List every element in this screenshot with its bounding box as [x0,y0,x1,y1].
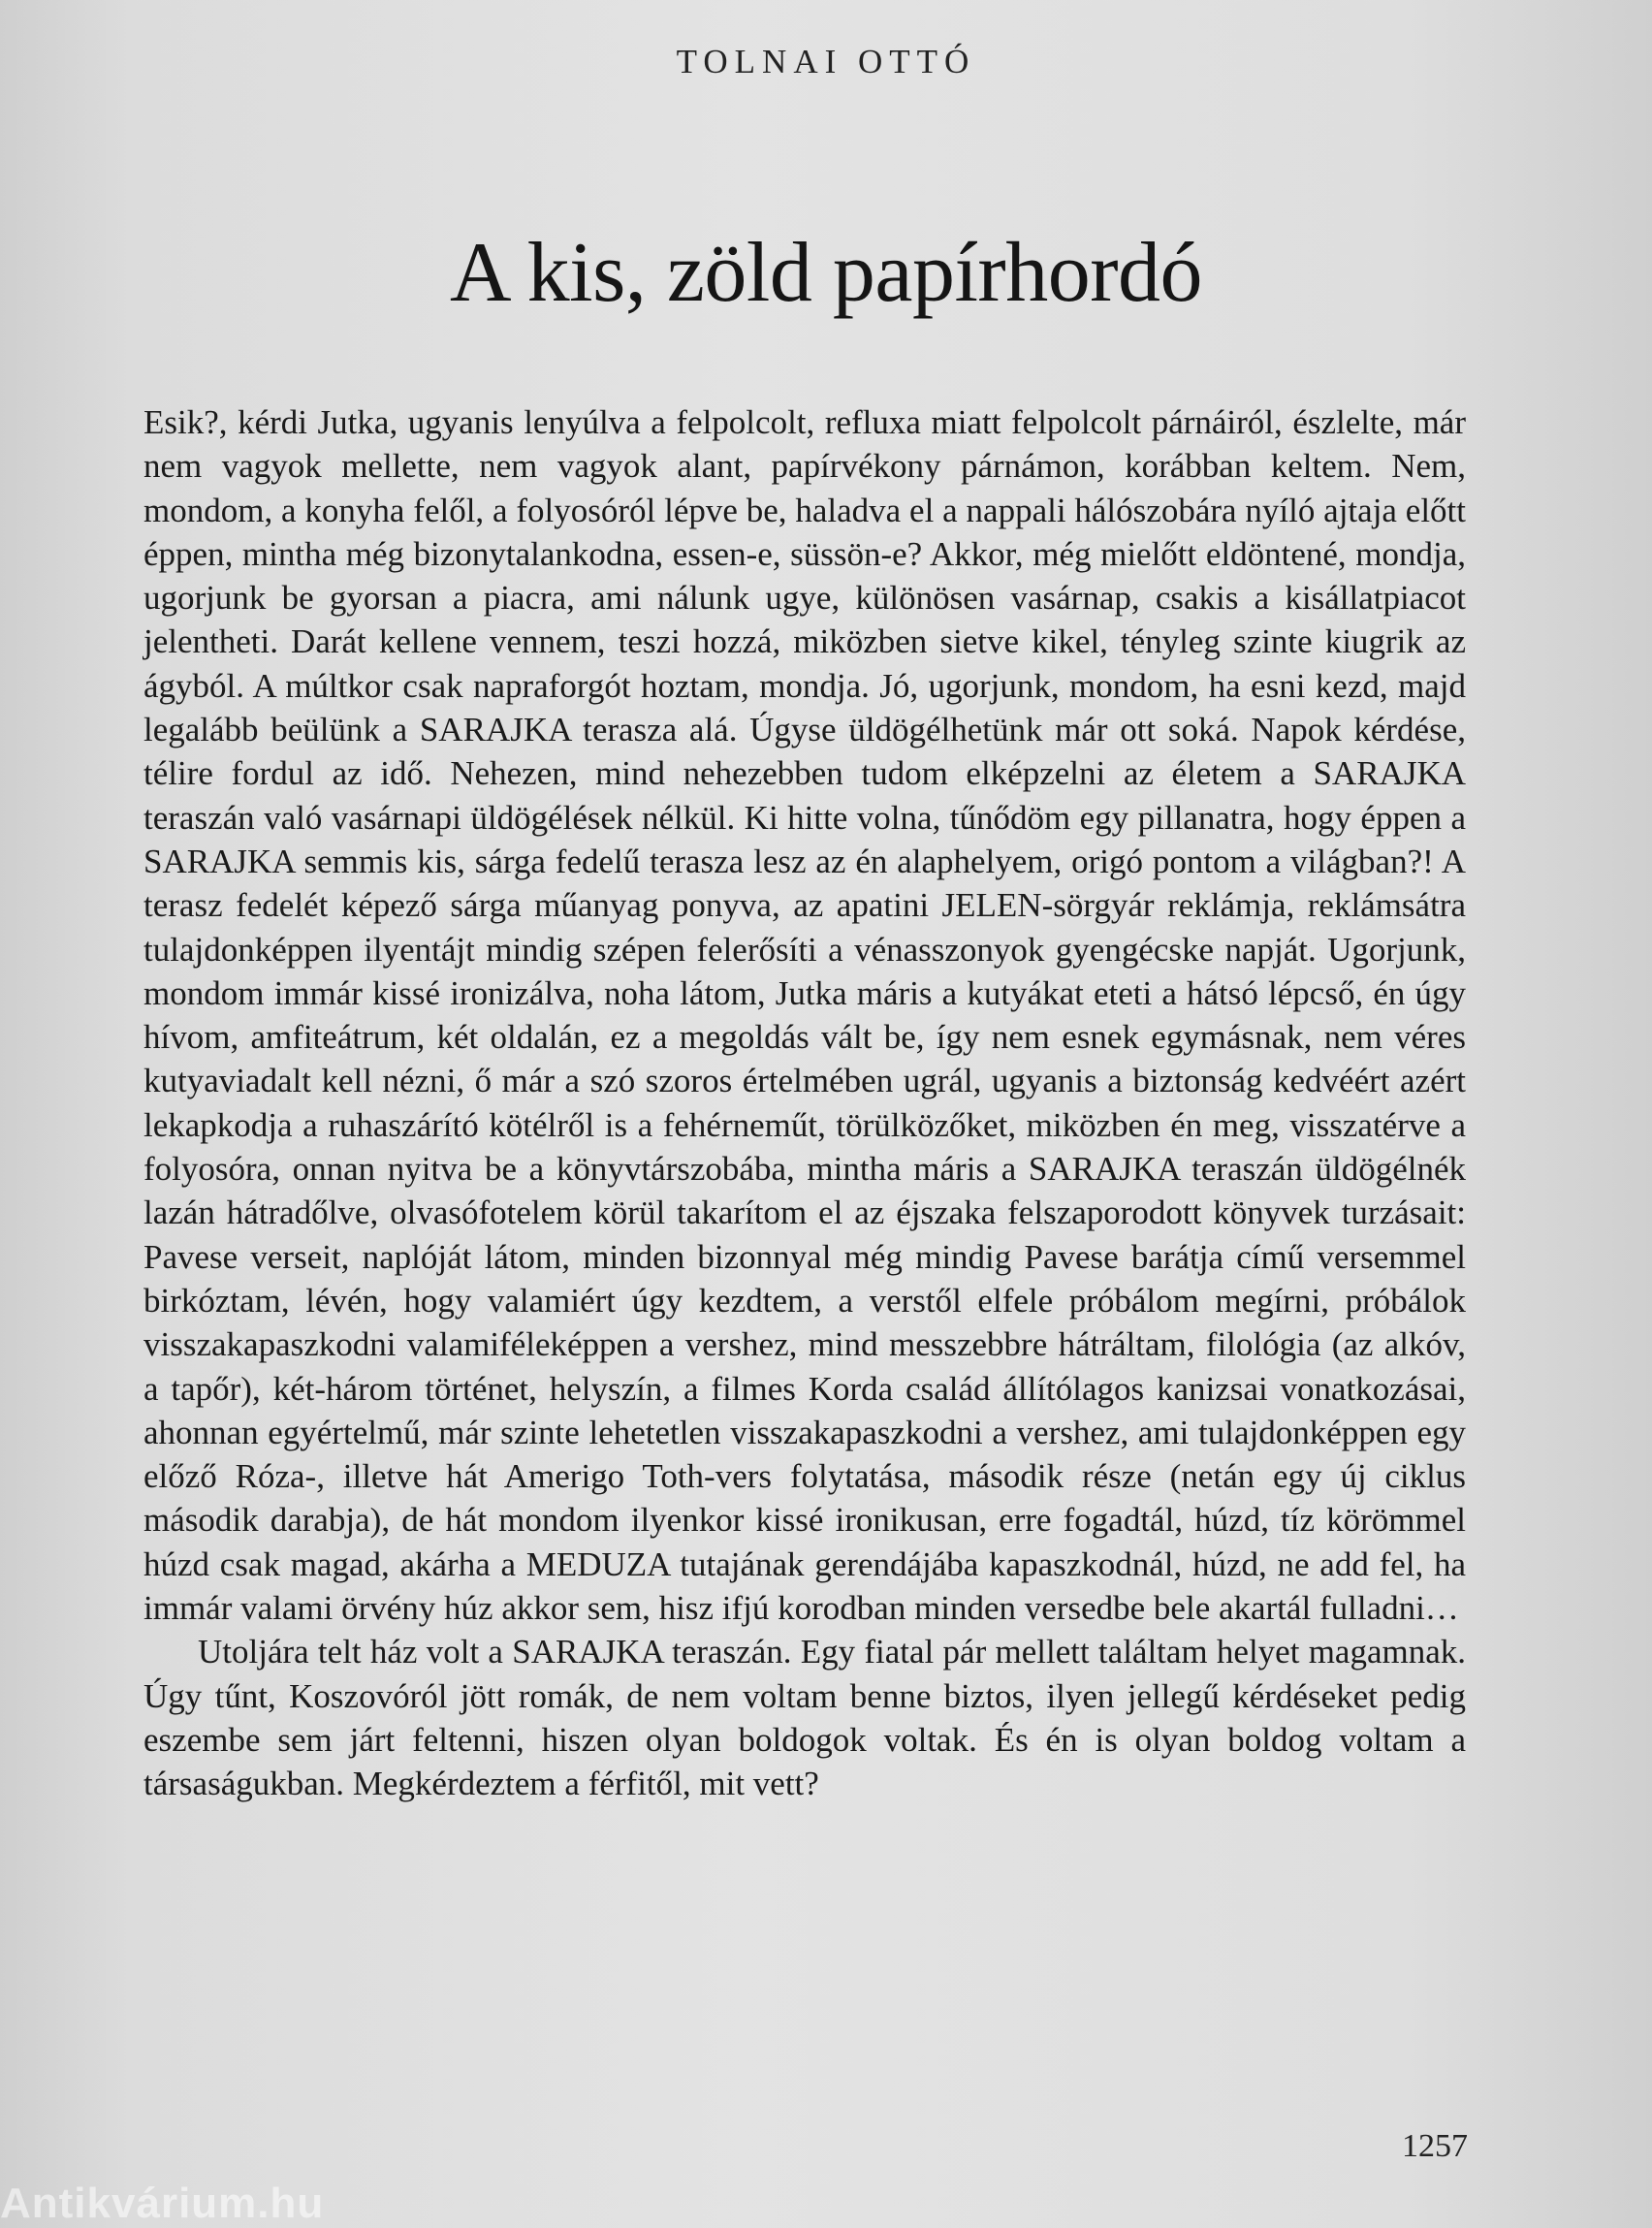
watermark: Antikvárium.hu [0,2180,325,2227]
paragraph-2: Utoljára telt ház volt a SARAJKA teraszán. Egy fiatal pár mellett találtam helyet magamnak. Úgy tűnt, Koszovóról jött romák, de nem voltam benne biztos, ilyen jellegű kérdéseket pedig eszembe sem járt feltenni, hiszen olyan boldogok voltak. És én is olyan boldog voltam a társaságukban. Megkérdeztem a férfitől, mit vett? [143,1633,1466,1803]
running-head: TOLNAI OTTÓ [676,43,976,80]
paragraph-1: Esik?, kérdi Jutka, ugyanis lenyúlva a felpolcolt, refluxa miatt felpolcolt párnáiról, észlelte, már nem vagyok mellette, nem vagyok alant, papírvékony párnámon, korábban keltem. Nem, mondom, a konyha felől, a folyosóról lépve be, haladva el a nappali hálószobára nyíló ajtaja előtt éppen, mintha még bizonytalankodna, essen-e, süssön-e? Akkor, még mielőtt eldöntené, mondja, ugorjunk be gyorsan a piacra, ami nálunk ugye, különösen vasárnap, csakis a kisállatpiacot jelentheti. Darát kellene vennem, teszi hozzá, miközben sietve kikel, tényleg szinte kiugrik az ágyból. A múltkor csak napraforgót hoztam, mondja. Jó, ugorjunk, mondom, ha esni kezd, majd legalább beülünk a SARAJKA terasza alá. Úgyse üldögélhetünk már ott soká. Napok kérdése, télire fordul az idő. Nehezen, mind nehezebben tudom elképzelni az életem a SARAJKA teraszán való vasárnapi üldögélések nélkül. Ki hitte volna, tűnődöm egy pillanatra, hogy éppen a SARAJKA semmis kis, sárga fedelű terasza lesz az én alaphelyem, origó pontom a világban?! A terasz fedelét képező sárga műanyag ponyva, az apatini JELEN-sörgyár reklámja, reklámsátra tulajdonképpen ilyentájt mindig szépen felerősíti a vénasszonyok gyengécske napját. Ugorjunk, mondom immár kissé ironizálva, noha látom, Jutka máris a kutyákat eteti a hátsó lépcső, én úgy hívom, amfiteátrum, két oldalán, ez a megoldás vált be, így nem esnek egymásnak, nem véres kutyaviadalt kell nézni, ő már a szó szoros értelmében ugrál, ugyanis a biztonság kedvéért azért lekapkodja a ruhaszárító kötélről is a fehérneműt, törülközőket, miközben én meg, visszatérve a folyosóra, onnan nyitva be a könyvtárszobába, mintha máris a SARAJKA teraszán üldögélnék lazán hátradőlve, olvasófotelem körül takarítom el az éjszaka felszaporodott könyvek turzásait: Pavese verseit, naplóját látom, minden bizonnyal még mindig Pavese barátja című versemmel birkóztam, lévén, hogy valamiért úgy kezdtem, a verstől elfele próbálom megírni, próbálok visszakapaszkodni valamiféleképpen a vershez, mind messzebbre hátráltam, filológia (az alkóv, a tapőr), két-három történet, helyszín, a filmes Korda család állítólagos kanizsai vonatkozásai, ahonnan egyértelmű, már szinte lehetetlen visszakapaszkodni a vershez, ami tulajdonképpen egy előző Róza-, illetve hát Amerigo Toth-vers folytatása, második része (netán egy új ciklus második darabja), de hát mondom ilyenkor kissé ironikusan, erre fogadtál, húzd, tíz körömmel húzd csak magad, akárha a MEDUZA tutajának gerendájába kapaszkodnál, húzd, ne add fel, ha immár valami örvény húz akkor sem, hisz ifjú korodban minden versedbe bele akartál fulladni… [143,403,1466,1628]
page-title: A kis, zöld papírhordó [449,226,1202,320]
page-number: 1257 [1402,2128,1468,2164]
body-text [143,400,1466,1806]
